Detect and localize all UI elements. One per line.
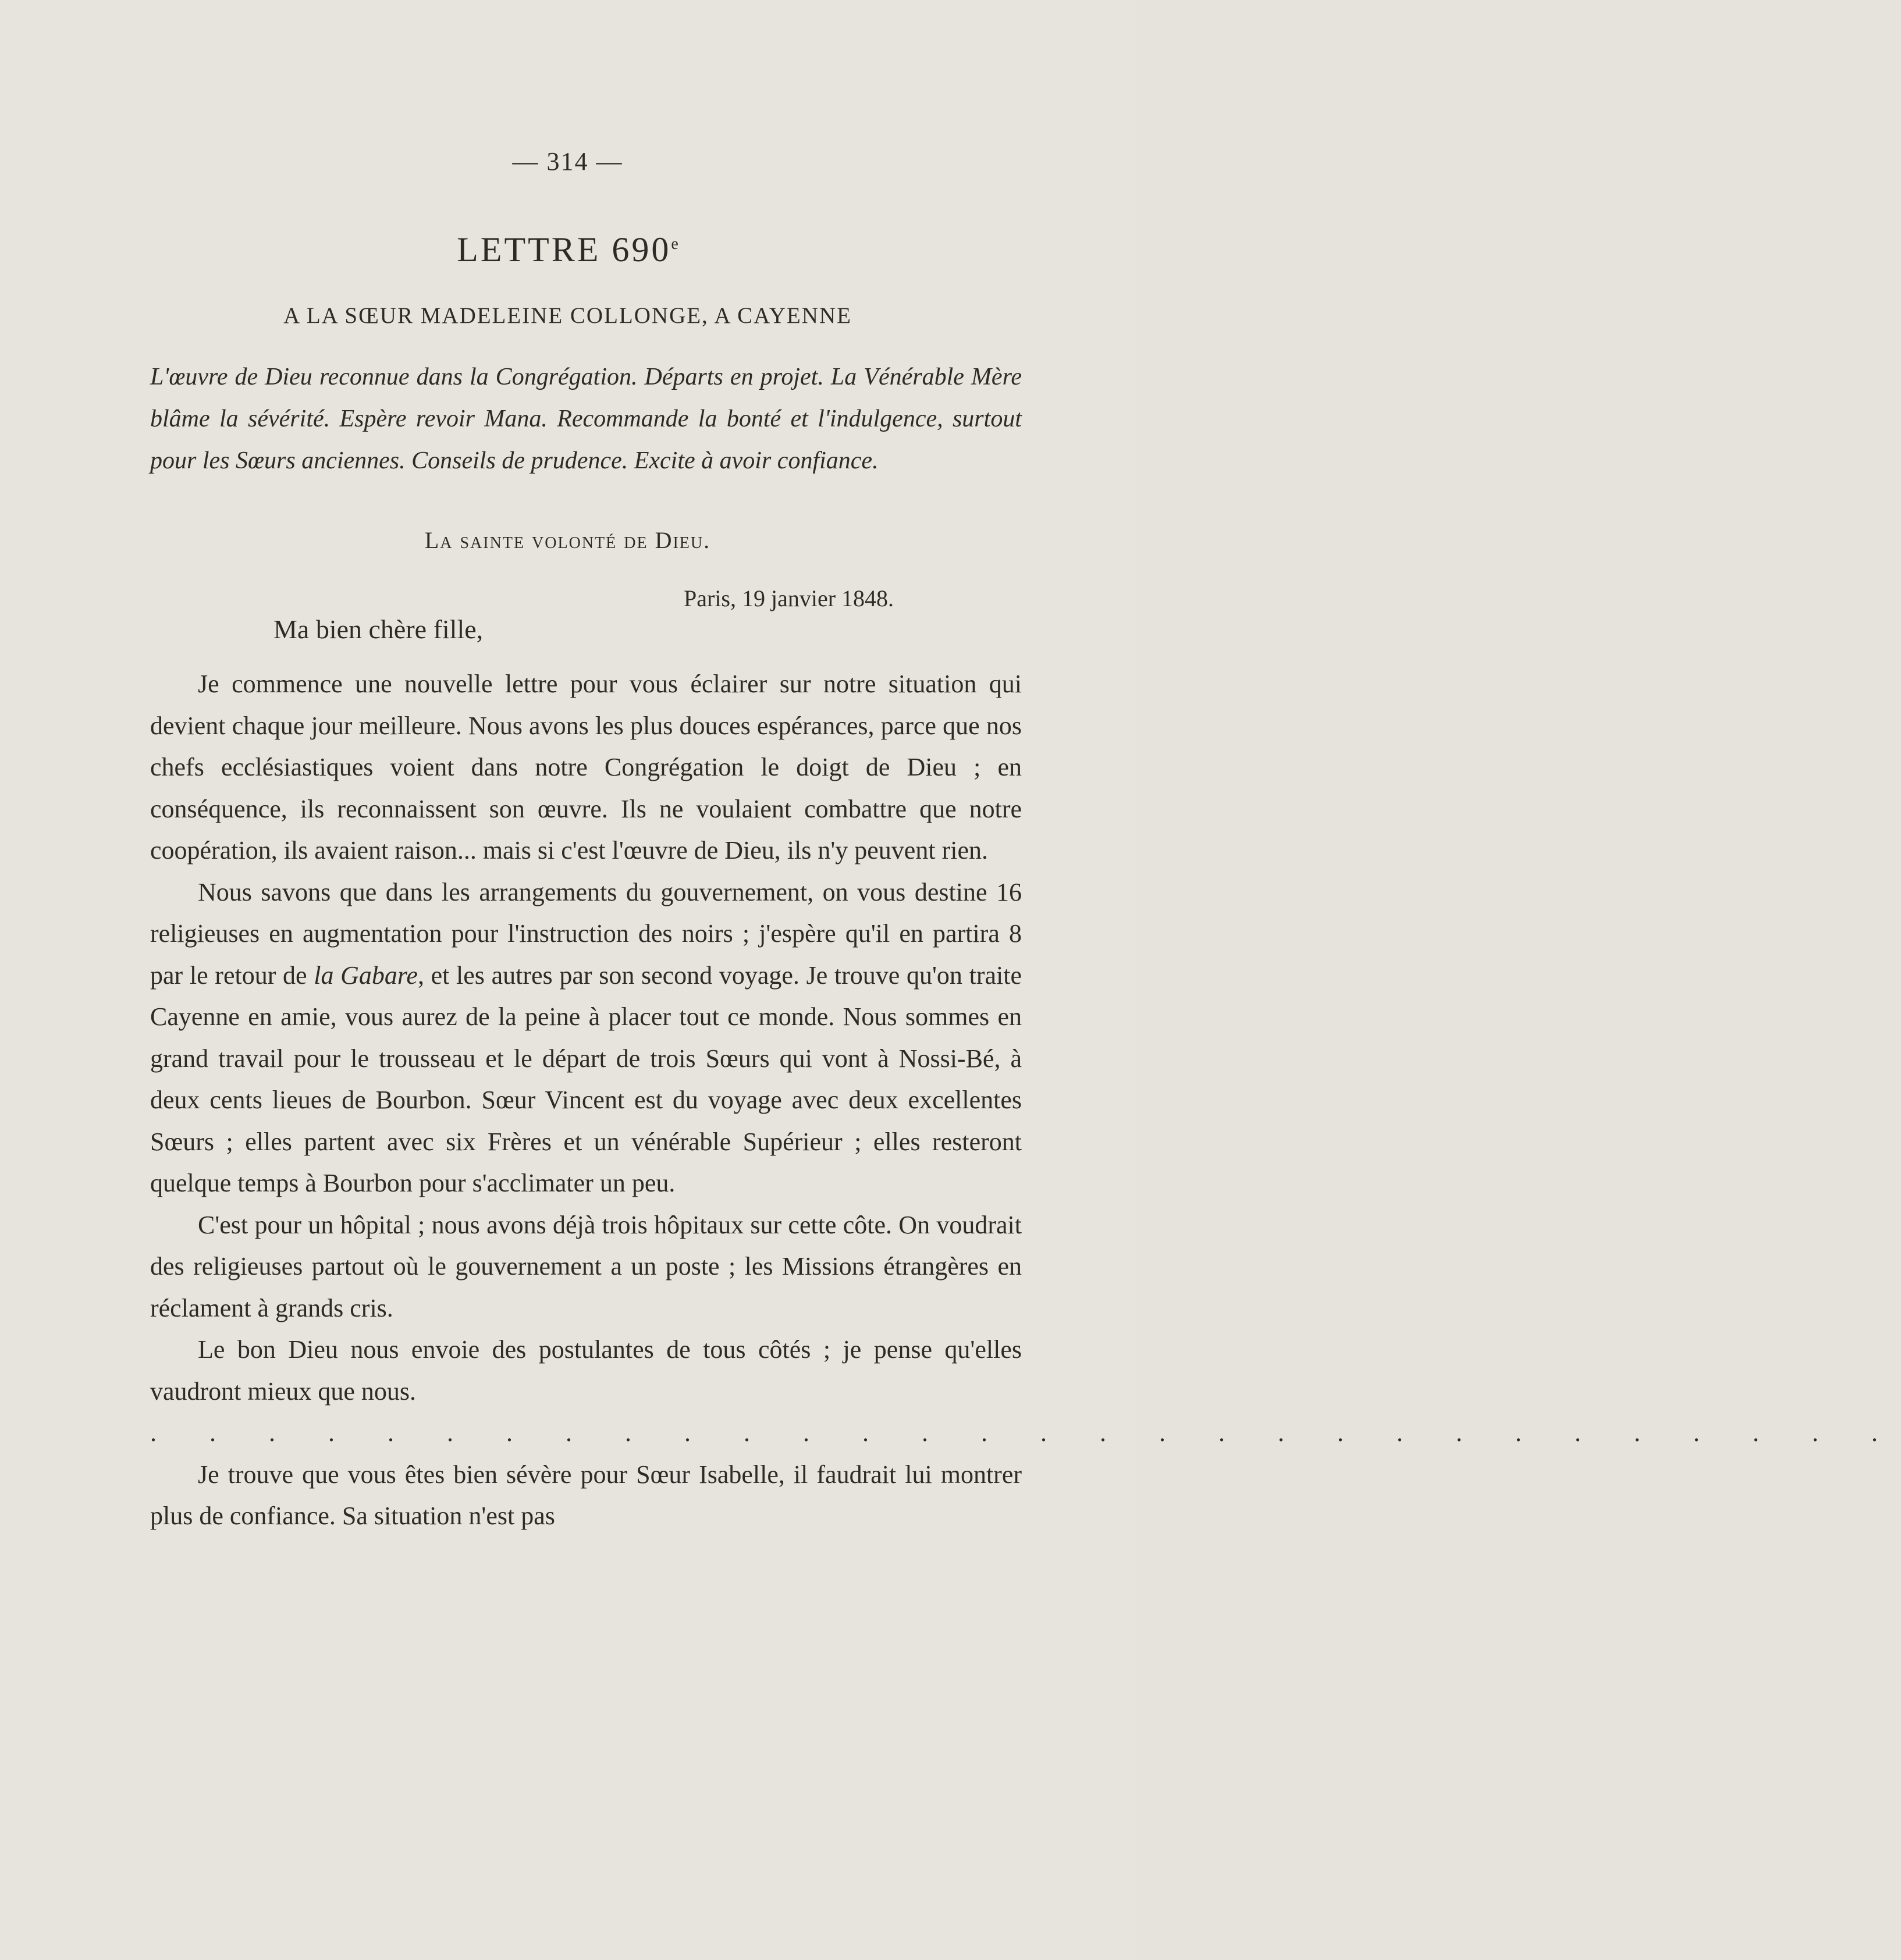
paragraph-1: Je commence une nouvelle lettre pour vous éclairer sur notre situation qui devient chaque jour meilleure. Nous avons les plus douces espérances, parce que nos chefs ecclésiastiques voient dans notre Congrégation le doigt de Dieu ; en conséquence, ils reconnaissent son œuvre. Ils ne voulaient combattre que notre coopération, ils avaient raison... mais si c'est l'œuvre de Dieu, ils n'y peuvent rien. bbox=[150, 670, 1022, 865]
paragraph-2-end: , et les autres par son second voyage. Je trouve qu'on traite Cayenne en amie, vous aurez de la peine à placer tout ce monde. Nous sommes en grand travail pour le trousseau et le départ de trois Sœurs qui vont à Nossi-Bé, à deux cents lieues de Bourbon. Sœur Vincent est du voyage avec deux excellentes Sœurs ; elles partent avec six Frères et un vénérable Supérieur ; elles resteront quelque temps à Bourbon pour s'acclimater un peu. bbox=[150, 961, 1022, 1197]
letter-body bbox=[150, 663, 1901, 1537]
paragraph-5: Je trouve que vous êtes bien sévère pour Sœur Isabelle, il faudrait lui montrer plus de confiance. Sa situation n'est pas bbox=[150, 1460, 1022, 1530]
letter-title-text: LETTRE 690 bbox=[457, 230, 671, 269]
paragraph-4: Le bon Dieu nous envoie des postulantes de tous côtés ; je pense qu'elles vaudront mieux que nous. bbox=[150, 1335, 1022, 1406]
addressee-heading: A LA SŒUR MADELEINE COLLONGE, A CAYENNE bbox=[283, 303, 852, 328]
ellipsis-divider: . . . . . . . . . . . . . . . . . . . . . . . . . . . . . . bbox=[150, 1418, 1901, 1447]
paragraph-2 bbox=[150, 871, 1022, 1204]
ship-name: la Gabare bbox=[314, 961, 418, 990]
letter-summary: L'œuvre de Dieu reconnue dans la Congrégation. Départs en projet. La Vénérable Mère blâme la sévérité. Espère revoir Mana. Recommande la bonté et l'indulgence, surtout pour les Sœurs anciennes. Conseils de prudence. Excite à avoir confiance. bbox=[150, 364, 1022, 474]
paragraph-3: C'est pour un hôpital ; nous avons déjà trois hôpitaux sur cette côte. On voudrait des religieuses partout où le gouvernement a un poste ; les Missions étrangères en réclament à grands cris. bbox=[150, 1210, 1022, 1322]
letter-title-suffix: e bbox=[671, 235, 678, 253]
paragraph-2-start: Nous savons que dans les arrangements du gouvernement, on vous destine 16 religieuses en augmentation pour l'instruction des noirs ; j'espère qu'il en partira 8 par le retour de bbox=[150, 877, 1022, 990]
letter-title bbox=[0, 230, 1135, 270]
page-number: — 314 — bbox=[512, 147, 623, 176]
motto: La sainte volonté de Dieu. bbox=[424, 527, 711, 553]
salutation: Ma bien chère fille, bbox=[273, 614, 484, 644]
letter-date: Paris, 19 janvier 1848. bbox=[684, 585, 894, 611]
